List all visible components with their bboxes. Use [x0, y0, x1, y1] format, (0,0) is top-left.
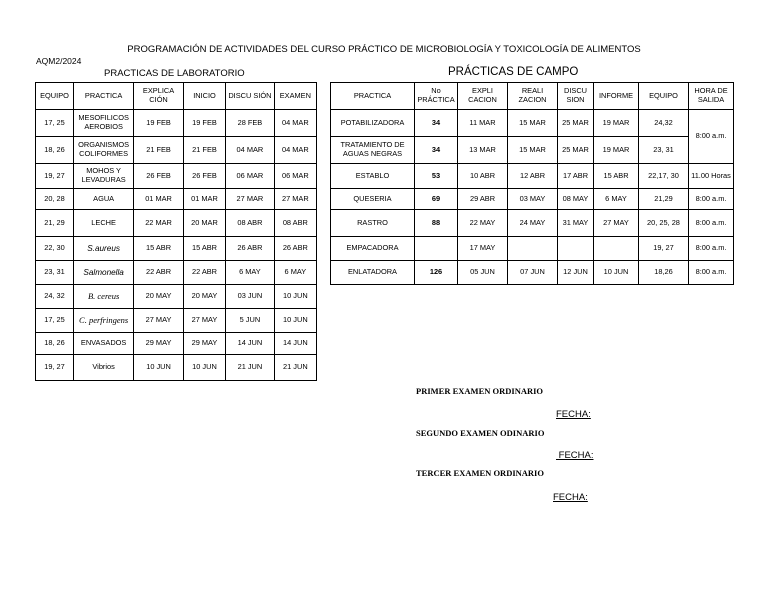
field-row — [331, 189, 734, 210]
field-cell-equipo: 21,29 — [639, 189, 689, 210]
field-row — [331, 261, 734, 285]
field-cell-discusion: 25 MAR — [558, 137, 594, 164]
lab-row — [36, 333, 317, 355]
lab-row — [36, 355, 317, 381]
field-cell-no-practica — [415, 237, 458, 261]
field-cell-no-practica: 53 — [415, 164, 458, 189]
lab-cell-explicacion: 27 MAY — [134, 309, 184, 333]
third-exam-label: TERCER EXAMEN ORDINARIO — [416, 468, 544, 478]
lab-header-practica: PRACTICA — [74, 83, 134, 110]
field-cell-practica: RASTRO — [331, 210, 415, 237]
first-exam-date-field[interactable]: FECHA: — [556, 409, 591, 420]
lab-cell-explicacion: 26 FEB — [134, 164, 184, 189]
lab-cell-discusion: 26 ABR — [226, 237, 275, 261]
field-cell-hora-salida-merged: 8:00 a.m. — [689, 110, 734, 164]
field-header-row — [331, 83, 734, 110]
field-cell-practica: TRATAMIENTO DE AGUAS NEGRAS — [331, 137, 415, 164]
lab-cell-examen: 04 MAR — [274, 110, 316, 137]
lab-cell-practica: MESOFILICOS AEROBIOS — [74, 110, 134, 137]
field-cell-explicacion: 29 ABR — [458, 189, 508, 210]
field-cell-discusion: 25 MAR — [558, 110, 594, 137]
lab-cell-discusion: 04 MAR — [226, 137, 275, 164]
field-cell-informe: 6 MAY — [594, 189, 639, 210]
lab-cell-inicio: 21 FEB — [183, 137, 225, 164]
course-code: AQM2/2024 — [36, 56, 82, 66]
field-cell-informe: 15 ABR — [594, 164, 639, 189]
lab-cell-equipo: 17, 25 — [36, 309, 74, 333]
field-cell-equipo: 18,26 — [639, 261, 689, 285]
field-cell-realizacion: 07 JUN — [508, 261, 558, 285]
second-exam-label: SEGUNDO EXAMEN ODINARIO — [416, 428, 545, 438]
lab-practices-heading: PRACTICAS DE LABORATORIO — [104, 68, 245, 79]
lab-cell-inicio: 29 MAY — [183, 333, 225, 355]
lab-cell-examen: 26 ABR — [274, 237, 316, 261]
field-cell-practica: EMPACADORA — [331, 237, 415, 261]
lab-cell-discusion: 6 MAY — [226, 261, 275, 285]
second-exam-date-field[interactable]: FECHA: — [556, 450, 594, 461]
lab-cell-discusion: 14 JUN — [226, 333, 275, 355]
lab-cell-explicacion: 21 FEB — [134, 137, 184, 164]
lab-cell-practica: S.aureus — [74, 237, 134, 261]
document-title: PROGRAMACIÓN DE ACTIVIDADES DEL CURSO PRÁCTICO DE MICROBIOLOGÍA Y TOXICOLOGÍA DE ALIMENTOS — [127, 44, 641, 55]
field-cell-equipo: 20, 25, 28 — [639, 210, 689, 237]
field-cell-informe: 19 MAR — [594, 110, 639, 137]
lab-cell-examen: 6 MAY — [274, 261, 316, 285]
field-cell-hora-salida: 11.00 Horas — [689, 164, 734, 189]
lab-row — [36, 210, 317, 237]
field-header-discusion: DISCU SION — [558, 83, 594, 110]
field-cell-explicacion: 13 MAR — [458, 137, 508, 164]
field-row — [331, 210, 734, 237]
lab-cell-equipo: 18, 26 — [36, 137, 74, 164]
lab-cell-inicio: 20 MAR — [183, 210, 225, 237]
field-cell-informe: 27 MAY — [594, 210, 639, 237]
lab-cell-examen: 14 JUN — [274, 333, 316, 355]
lab-cell-explicacion: 01 MAR — [134, 189, 184, 210]
lab-cell-practica: ENVASADOS — [74, 333, 134, 355]
field-practices-heading: PRÁCTICAS DE CAMPO — [448, 66, 579, 78]
field-cell-informe — [594, 237, 639, 261]
field-cell-hora-salida: 8:00 a.m. — [689, 261, 734, 285]
field-header-no-practica: No PRÁCTICA — [415, 83, 458, 110]
lab-cell-practica: LECHE — [74, 210, 134, 237]
lab-row — [36, 309, 317, 333]
field-cell-informe: 10 JUN — [594, 261, 639, 285]
field-cell-realizacion: 15 MAR — [508, 110, 558, 137]
field-cell-equipo: 24,32 — [639, 110, 689, 137]
field-cell-no-practica: 88 — [415, 210, 458, 237]
lab-cell-examen: 06 MAR — [274, 164, 316, 189]
lab-cell-examen: 27 MAR — [274, 189, 316, 210]
field-cell-hora-salida: 8:00 a.m. — [689, 210, 734, 237]
field-cell-realizacion: 24 MAY — [508, 210, 558, 237]
lab-cell-practica: Vibrios — [74, 355, 134, 381]
lab-cell-examen: 08 ABR — [274, 210, 316, 237]
field-header-hora-salida: HORA DE SALIDA — [689, 83, 734, 110]
lab-cell-equipo: 24, 32 — [36, 285, 74, 309]
lab-cell-examen: 21 JUN — [274, 355, 316, 381]
field-cell-equipo: 19, 27 — [639, 237, 689, 261]
lab-row — [36, 137, 317, 164]
field-cell-explicacion: 05 JUN — [458, 261, 508, 285]
lab-header-discusion: DISCU SIÓN — [226, 83, 275, 110]
lab-cell-inicio: 20 MAY — [183, 285, 225, 309]
field-cell-equipo: 22,17, 30 — [639, 164, 689, 189]
field-cell-discusion: 31 MAY — [558, 210, 594, 237]
field-practices-table — [330, 82, 734, 285]
lab-cell-inicio: 27 MAY — [183, 309, 225, 333]
lab-cell-examen: 10 JUN — [274, 309, 316, 333]
lab-cell-discusion: 06 MAR — [226, 164, 275, 189]
lab-cell-explicacion: 29 MAY — [134, 333, 184, 355]
lab-cell-explicacion: 22 ABR — [134, 261, 184, 285]
lab-cell-inicio: 26 FEB — [183, 164, 225, 189]
field-cell-explicacion: 10 ABR — [458, 164, 508, 189]
lab-cell-equipo: 20, 28 — [36, 189, 74, 210]
lab-cell-discusion: 21 JUN — [226, 355, 275, 381]
field-cell-practica: ENLATADORA — [331, 261, 415, 285]
lab-cell-equipo: 19, 27 — [36, 355, 74, 381]
lab-cell-explicacion: 10 JUN — [134, 355, 184, 381]
field-cell-explicacion: 11 MAR — [458, 110, 508, 137]
field-header-practica: PRACTICA — [331, 83, 415, 110]
field-cell-practica: POTABILIZADORA — [331, 110, 415, 137]
field-cell-practica: ESTABLO — [331, 164, 415, 189]
lab-row — [36, 110, 317, 137]
field-cell-realizacion: 15 MAR — [508, 137, 558, 164]
lab-cell-discusion: 27 MAR — [226, 189, 275, 210]
lab-row — [36, 189, 317, 210]
field-header-explicacion: EXPLI CACION — [458, 83, 508, 110]
lab-header-inicio: INICIO — [183, 83, 225, 110]
lab-cell-equipo: 19, 27 — [36, 164, 74, 189]
lab-cell-examen: 04 MAR — [274, 137, 316, 164]
lab-cell-discusion: 08 ABR — [226, 210, 275, 237]
field-cell-realizacion: 03 MAY — [508, 189, 558, 210]
field-cell-no-practica: 69 — [415, 189, 458, 210]
lab-cell-explicacion: 22 MAR — [134, 210, 184, 237]
field-row — [331, 164, 734, 189]
lab-cell-equipo: 17, 25 — [36, 110, 74, 137]
lab-cell-equipo: 22, 30 — [36, 237, 74, 261]
lab-row — [36, 261, 317, 285]
lab-cell-practica: C. perfringens — [74, 309, 134, 333]
lab-header-equipo: EQUIPO — [36, 83, 74, 110]
third-exam-date-field[interactable]: FECHA: — [553, 492, 588, 503]
lab-cell-inicio: 15 ABR — [183, 237, 225, 261]
field-cell-hora-salida: 8:00 a.m. — [689, 237, 734, 261]
field-cell-discusion: 17 ABR — [558, 164, 594, 189]
field-header-equipo: EQUIPO — [639, 83, 689, 110]
lab-cell-inicio: 01 MAR — [183, 189, 225, 210]
lab-cell-practica: MOHOS Y LEVADURAS — [74, 164, 134, 189]
field-cell-explicacion: 17 MAY — [458, 237, 508, 261]
field-row — [331, 237, 734, 261]
lab-row — [36, 164, 317, 189]
field-cell-discusion: 12 JUN — [558, 261, 594, 285]
lab-cell-practica: AGUA — [74, 189, 134, 210]
lab-cell-equipo: 21, 29 — [36, 210, 74, 237]
field-cell-realizacion: 12 ABR — [508, 164, 558, 189]
field-cell-discusion — [558, 237, 594, 261]
lab-cell-discusion: 5 JUN — [226, 309, 275, 333]
lab-cell-equipo: 18, 26 — [36, 333, 74, 355]
field-cell-explicacion: 22 MAY — [458, 210, 508, 237]
field-cell-equipo: 23, 31 — [639, 137, 689, 164]
lab-cell-inicio: 10 JUN — [183, 355, 225, 381]
lab-practices-table — [35, 82, 317, 381]
lab-cell-inicio: 22 ABR — [183, 261, 225, 285]
lab-cell-practica: ORGANISMOS COLIFORMES — [74, 137, 134, 164]
field-cell-hora-salida: 8:00 a.m. — [689, 189, 734, 210]
lab-cell-explicacion: 19 FEB — [134, 110, 184, 137]
field-cell-informe: 19 MAR — [594, 137, 639, 164]
lab-cell-practica: B. cereus — [74, 285, 134, 309]
lab-header-explicacion: EXPLICA CIÓN — [134, 83, 184, 110]
field-row — [331, 110, 734, 137]
lab-cell-explicacion: 20 MAY — [134, 285, 184, 309]
lab-cell-explicacion: 15 ABR — [134, 237, 184, 261]
lab-header-row — [36, 83, 317, 110]
field-cell-practica: QUESERIA — [331, 189, 415, 210]
field-cell-no-practica: 34 — [415, 110, 458, 137]
lab-cell-discusion: 03 JUN — [226, 285, 275, 309]
lab-cell-examen: 10 JUN — [274, 285, 316, 309]
lab-row — [36, 237, 317, 261]
field-cell-no-practica: 126 — [415, 261, 458, 285]
first-exam-label: PRIMER EXAMEN ORDINARIO — [416, 386, 544, 396]
field-header-informe: INFORME — [594, 83, 639, 110]
lab-cell-inicio: 19 FEB — [183, 110, 225, 137]
field-row — [331, 137, 734, 164]
lab-cell-discusion: 28 FEB — [226, 110, 275, 137]
field-cell-realizacion — [508, 237, 558, 261]
lab-row — [36, 285, 317, 309]
field-cell-discusion: 08 MAY — [558, 189, 594, 210]
field-header-realizacion: REALI ZACION — [508, 83, 558, 110]
lab-cell-equipo: 23, 31 — [36, 261, 74, 285]
lab-cell-practica: Salmonella — [74, 261, 134, 285]
lab-header-examen: EXAMEN — [274, 83, 316, 110]
field-cell-no-practica: 34 — [415, 137, 458, 164]
